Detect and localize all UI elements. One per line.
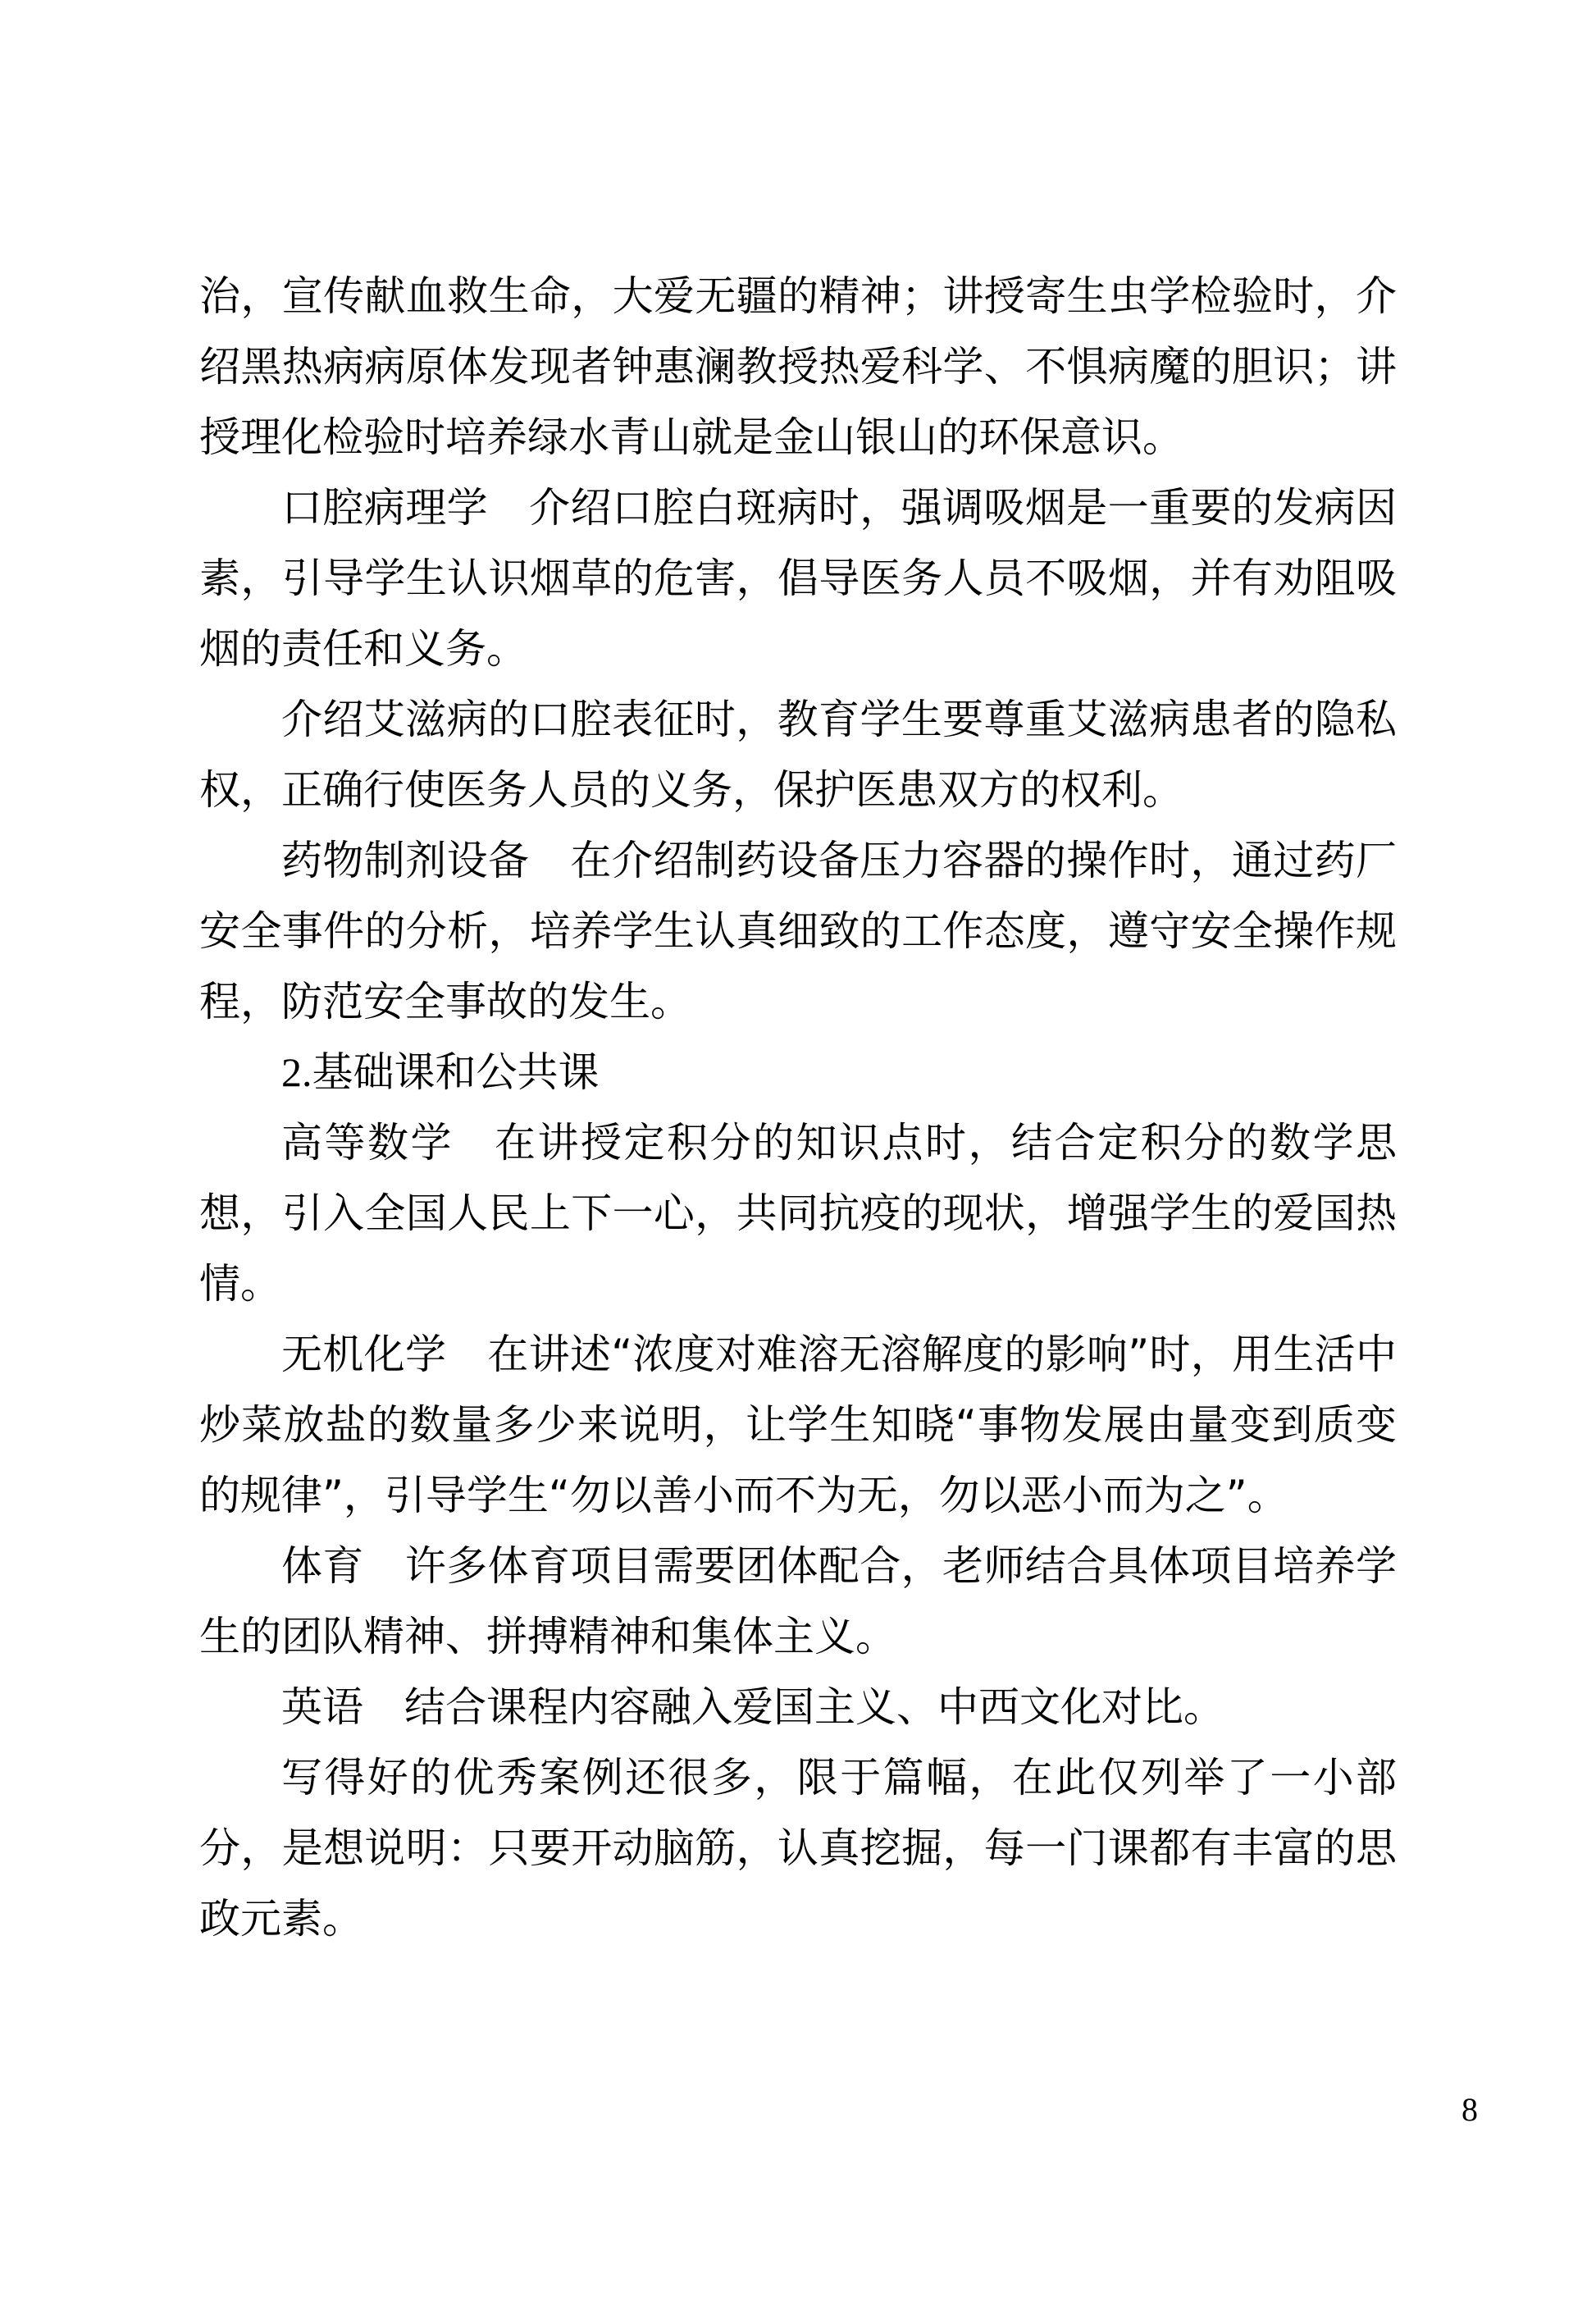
paragraph-text: 结合课程内容融入爱国主义、中西文化对比。 [404, 1683, 1224, 1731]
paragraph-inorganic-chemistry [199, 1319, 1397, 1531]
paragraph-oral-pathology [199, 473, 1397, 684]
page-body [199, 261, 1397, 1954]
course-name-oral-pathology: 口腔病理学 [281, 484, 488, 532]
course-name-inorganic-chemistry: 无机化学 [281, 1331, 447, 1378]
paragraph-advanced-math [199, 1107, 1397, 1319]
paragraph-text: 许多体育项目需要团体配合，老师结合具体项目培养学生的团队精神、拼搏精神和集体主义。 [199, 1542, 1398, 1660]
paragraph-conclusion: 写得好的优秀案例还很多，限于篇幅，在此仅列举了一小部分，是想说明：只要开动脑筋，认真挖掘，每一门课都有丰富的思政元素。 [199, 1754, 1397, 1943]
paragraph-aids: 介绍艾滋病的口腔表征时，教育学生要尊重艾滋病患者的隐私权，正确行使医务人员的义务，保护医患双方的权利。 [199, 696, 1397, 814]
section-title: 基础课和公共课 [312, 1048, 600, 1096]
paragraph-text: 介绍口腔白斑病时，强调吸烟是一重要的发病因素，引导学生认识烟草的危害，倡导医务人员不吸烟，并有劝阻吸烟的责任和义务。 [199, 484, 1397, 673]
paragraph-pharma-equipment [199, 825, 1397, 1037]
paragraph-text: 在讲授定积分的知识点时，结合定积分的数学思想，引入全国人民上下一心，共同抗疫的现状，增强学生的爱国热情。 [199, 1119, 1397, 1308]
paragraph-text: 在介绍制药设备压力容器的操作时，通过药厂安全事件的分析，培养学生认真细致的工作态度，遵守安全操作规程，防范安全事故的发生。 [199, 837, 1398, 1025]
course-name-english: 英语 [281, 1683, 363, 1731]
paragraph-continuation: 治，宣传献血救生命，大爱无疆的精神；讲授寄生虫学检验时，介绍黑热病病原体发现者钟惠澜教授热爱科学、不惧病魔的胆识；讲授理化检验时培养绿水青山就是金山银山的环保意识。 [199, 272, 1397, 461]
section-heading [199, 1037, 1397, 1107]
paragraph-pe [199, 1531, 1397, 1672]
paragraph-text: 在讲述“浓度对难溶无溶解度的影响”时，用生活中炒菜放盐的数量多少来说明，让学生知晓“事物发展由量变到质变的规律”，引导学生“勿以善小而不为无，勿以恶小而为之”。 [199, 1331, 1397, 1519]
section-number: 2. [281, 1049, 312, 1095]
course-name-pharma-equipment: 药物制剂设备 [281, 837, 530, 884]
paragraph-english [199, 1672, 1397, 1742]
course-name-pe: 体育 [281, 1542, 364, 1590]
page-number: 8 [1461, 2091, 1478, 2128]
course-name-advanced-math: 高等数学 [281, 1119, 454, 1167]
